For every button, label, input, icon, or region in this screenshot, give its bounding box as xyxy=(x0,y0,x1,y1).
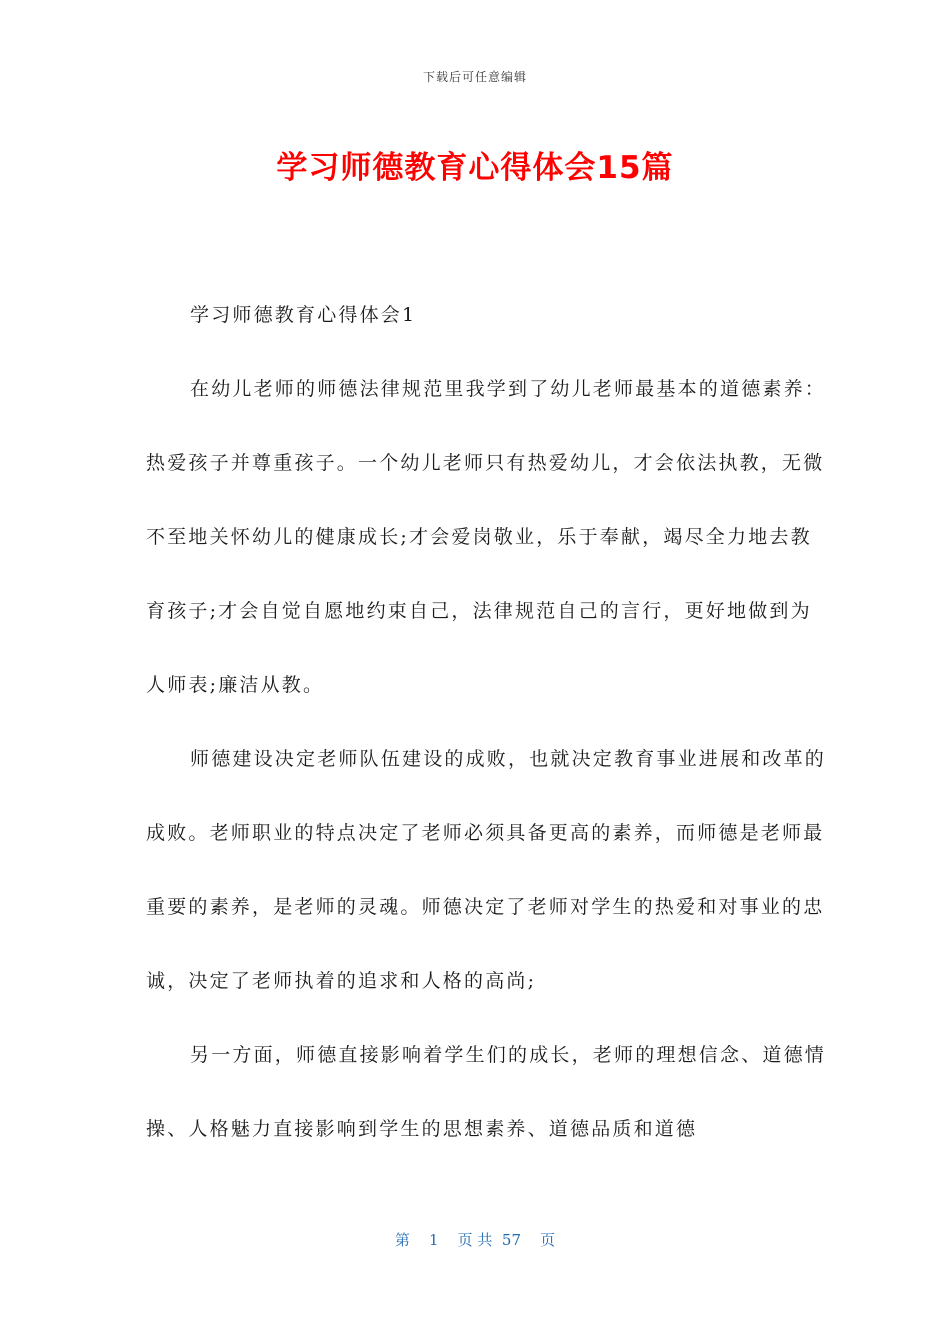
document-body xyxy=(146,278,826,1166)
current-page-number: 1 xyxy=(428,1231,439,1249)
total-pages-number: 57 xyxy=(501,1231,522,1249)
paragraph-1: 在幼儿老师的师德法律规范里我学到了幼儿老师最基本的道德素养：热爱孩子并尊重孩子。一个幼儿老师只有热爱幼儿，才会依法执教，无微不至地关怀幼儿的健康成长;才会爱岗敬业，乐于奉献，竭尽全力地去教育孩子;才会自觉自愿地约束自己，法律规范自己的言行，更好地做到为人师表;廉洁从教。 xyxy=(146,378,827,696)
footer-label-prefix: 第 xyxy=(394,1231,410,1249)
paragraph-2: 师德建设决定老师队伍建设的成败，也就决定教育事业进展和改革的成败。老师职业的特点决定了老师必须具备更高的素养，而师德是老师最重要的素养，是老师的灵魂。师德决定了老师对学生的热爱和对事业的忠诚，决定了老师执着的追求和人格的高尚; xyxy=(146,748,827,992)
section-heading: 学习师德教育心得体会1 xyxy=(190,304,417,326)
footer-label-suffix: 页 xyxy=(540,1231,556,1249)
paragraph-3: 另一方面，师德直接影响着学生们的成长，老师的理想信念、道德情操、人格魅力直接影响到学生的思想素养、道德品质和道德 xyxy=(146,1044,827,1140)
page-number-footer xyxy=(0,1229,950,1250)
document-title: 学习师德教育心得体会15篇 xyxy=(276,150,674,186)
footer-label-middle: 页 共 xyxy=(457,1231,493,1249)
download-note: 下载后可任意编辑 xyxy=(422,70,527,84)
